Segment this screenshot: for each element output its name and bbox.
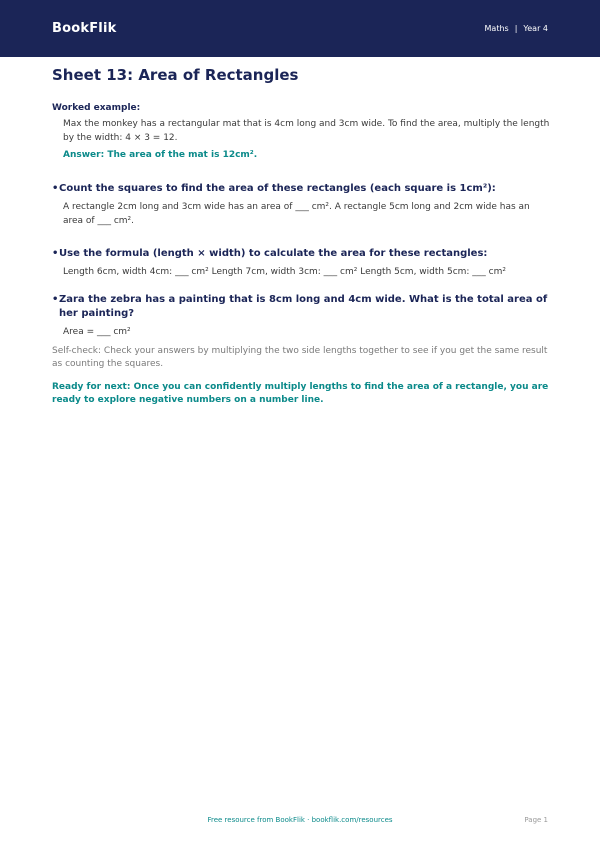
year-label: Year 4 bbox=[523, 24, 548, 33]
question-2-heading bbox=[52, 247, 552, 261]
subject-label: Maths bbox=[484, 24, 509, 33]
question-2-body: Length 6cm, width 4cm: ___ cm² Length 7cm, width 3cm: ___ cm² Length 5cm, width 5cm: ___ cm² bbox=[63, 267, 506, 277]
question-2-text: Use the formula (length × width) to calculate the area for these rectangles: bbox=[59, 248, 488, 259]
bullet: • bbox=[52, 183, 59, 194]
worksheet-content bbox=[52, 66, 552, 407]
question-3-heading bbox=[52, 293, 552, 321]
ready-next-note: Ready for next: Once you can confidently multiply lengths to find the area of a rectangle, you are ready to explore negative numbers on a number line. bbox=[52, 382, 549, 405]
page-header bbox=[0, 0, 600, 57]
meta-separator: | bbox=[514, 24, 518, 33]
question-1-body: A rectangle 2cm long and 3cm wide has an area of ___ cm². A rectangle 5cm long and 2cm wide has an area of ___ cm². bbox=[63, 202, 530, 226]
page-number: Page 1 bbox=[524, 816, 548, 824]
worked-example-label: Worked example: bbox=[52, 103, 141, 113]
self-check-note: Self-check: Check your answers by multiplying the two side lengths together to see if you get the same result as counting the squares. bbox=[52, 346, 548, 369]
brand-logo-text: BookFlik bbox=[52, 21, 117, 36]
question-3-body: Area = ___ cm² bbox=[63, 327, 131, 337]
bullet: • bbox=[52, 294, 59, 305]
worked-example-text: Max the monkey has a rectangular mat that is 4cm long and 3cm wide. To find the area, multiply the length by the width: 4 × 3 = 12. bbox=[63, 119, 550, 143]
page-title: Sheet 13: Area of Rectangles bbox=[52, 66, 299, 84]
footer-link[interactable]: Free resource from BookFlik · bookflik.com/resources bbox=[207, 816, 393, 824]
bullet: • bbox=[52, 248, 59, 259]
header-meta bbox=[485, 24, 548, 33]
worked-example-answer: Answer: The area of the mat is 12cm². bbox=[63, 150, 258, 160]
question-1-heading bbox=[52, 182, 552, 196]
question-3-text: Zara the zebra has a painting that is 8cm long and 4cm wide. What is the total area of her painting? bbox=[59, 294, 548, 319]
page-footer bbox=[0, 816, 600, 828]
question-1-text: Count the squares to find the area of these rectangles (each square is 1cm²): bbox=[59, 183, 496, 194]
